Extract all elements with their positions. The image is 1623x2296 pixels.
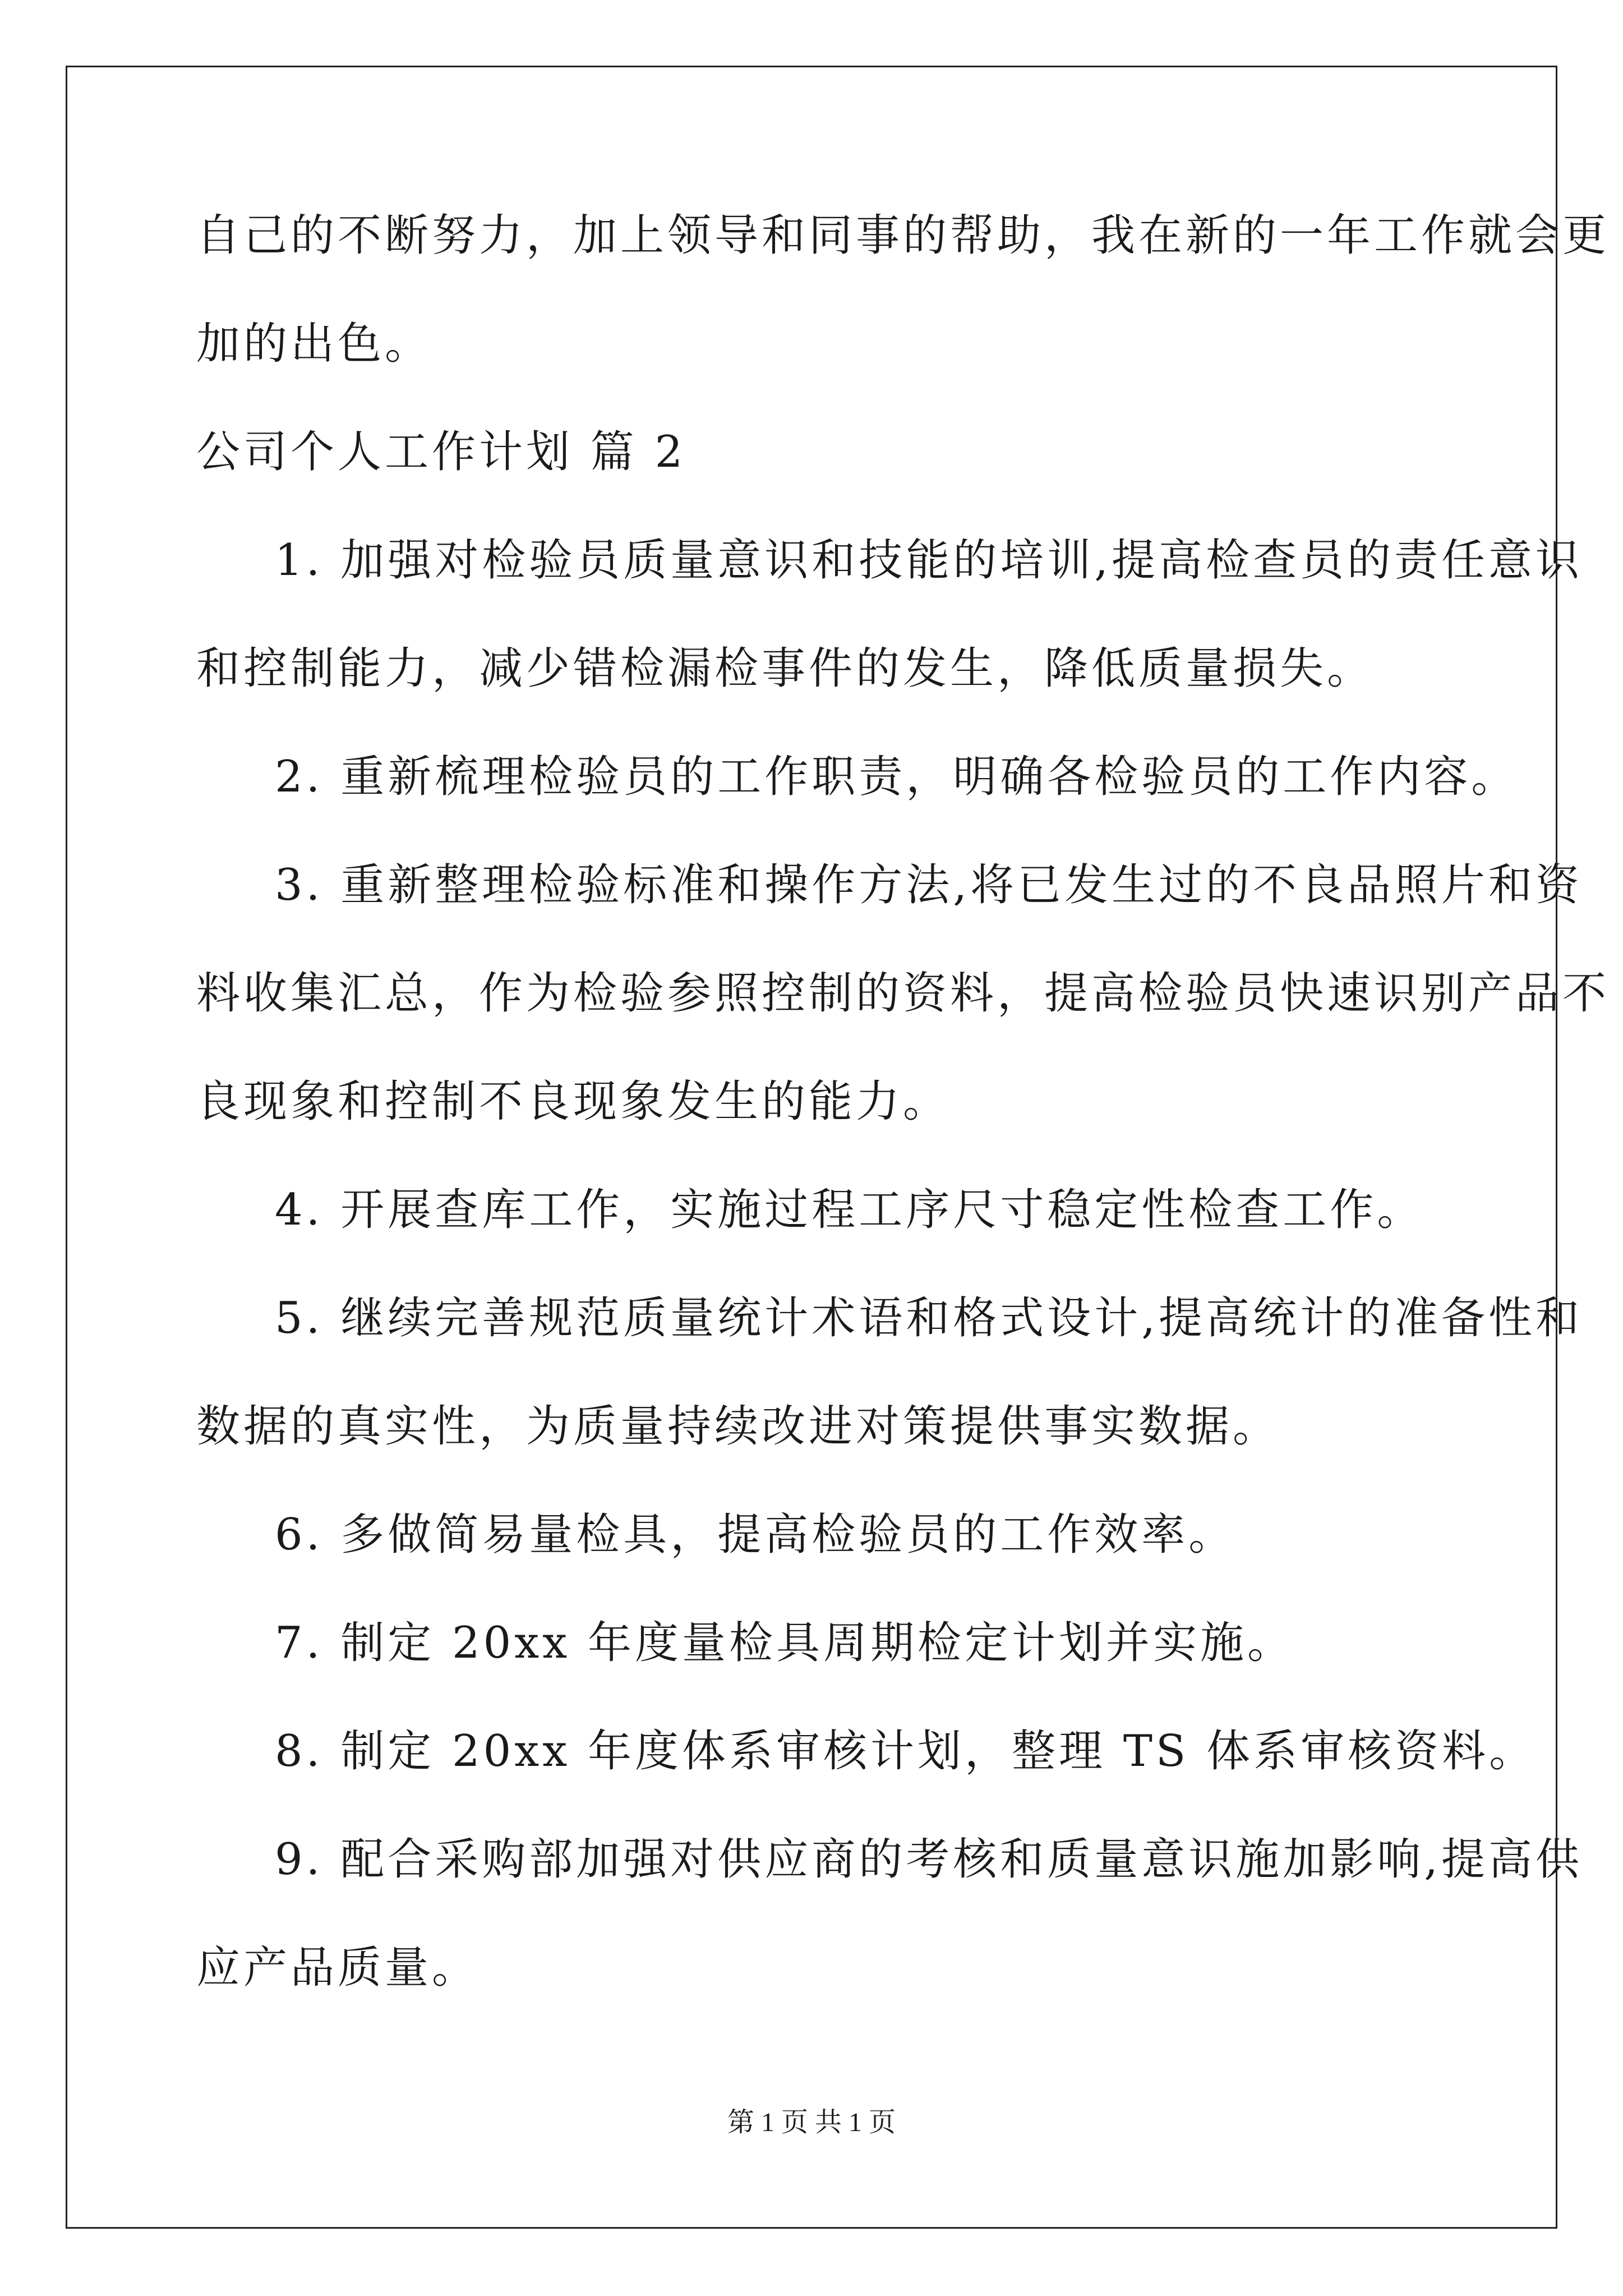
intro-line-2: 加的出色。 [196, 319, 432, 369]
list-item-9-line-1: 9. 配合采购部加强对供应商的考核和质量意识施加影响,提高供 [275, 1834, 1583, 1885]
page-number-footer: 第 1 页 共 1 页 [727, 2108, 896, 2137]
list-item-8-line-1: 8. 制定 20xx 年度体系审核计划，整理 TS 体系审核资料。 [275, 1726, 1537, 1777]
list-item-6-line-1: 6. 多做简易量检具，提高检验员的工作效率。 [275, 1510, 1236, 1560]
section-heading: 公司个人工作计划 篇 2 [196, 427, 686, 477]
list-item-3-line-1: 3. 重新整理检验标准和操作方法,将已发生过的不良品照片和资 [275, 860, 1583, 910]
list-item-1-line-1: 1. 加强对检验员质量意识和技能的培训,提高检查员的责任意识 [275, 535, 1583, 586]
intro-line-1: 自己的不断努力，加上领导和同事的帮助，我在新的一年工作就会更 [196, 210, 1610, 261]
list-item-2-line-1: 2. 重新梳理检验员的工作职责，明确各检验员的工作内容。 [275, 752, 1519, 802]
list-item-7-line-1: 7. 制定 20xx 年度量检具周期检定计划并实施。 [275, 1618, 1295, 1668]
page-border [66, 66, 1557, 2229]
list-item-5-line-1: 5. 继续完善规范质量统计术语和格式设计,提高统计的准备性和 [275, 1293, 1583, 1343]
list-item-4-line-1: 4. 开展查库工作，实施过程工序尺寸稳定性检查工作。 [275, 1185, 1424, 1235]
list-item-1-line-2: 和控制能力，减少错检漏检事件的发生，降低质量损失。 [196, 643, 1375, 694]
list-item-3-line-2: 料收集汇总，作为检验参照控制的资料，提高检验员快速识别产品不 [196, 968, 1610, 1019]
list-item-3-line-3: 良现象和控制不良现象发生的能力。 [196, 1076, 951, 1127]
list-item-5-line-2: 数据的真实性，为质量持续改进对策提供事实数据。 [196, 1401, 1280, 1452]
list-item-9-line-2: 应产品质量。 [196, 1943, 479, 1993]
